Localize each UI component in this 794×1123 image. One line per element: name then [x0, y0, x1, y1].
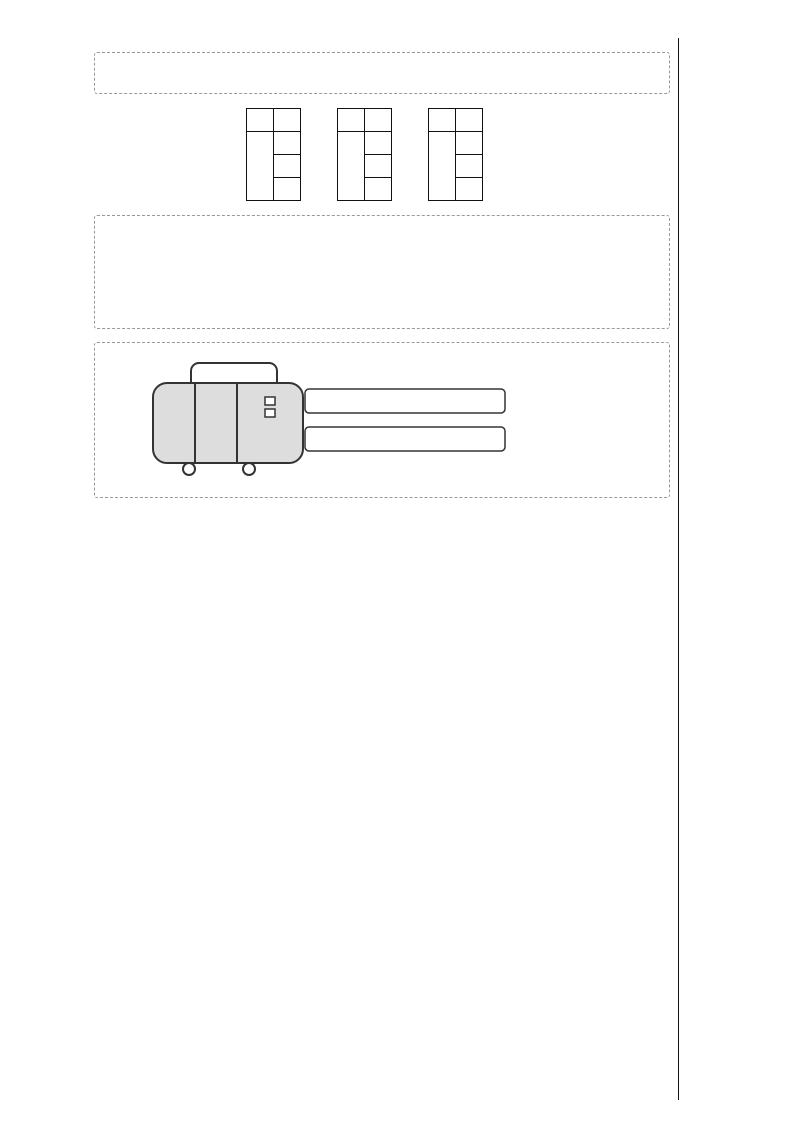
- grid-cell: [419, 250, 443, 274]
- tens-digit: [428, 131, 455, 200]
- grid-cell: [443, 250, 467, 274]
- courseware-box: [94, 215, 670, 329]
- ones-digit: [273, 131, 300, 154]
- grid-cell: [345, 250, 369, 274]
- grid-cell: [345, 274, 369, 298]
- tens-header: [428, 108, 455, 131]
- grid-cell: [539, 274, 563, 298]
- grid-cell: [419, 274, 443, 298]
- grid-cell: [369, 250, 393, 274]
- grid-cell: [515, 250, 539, 274]
- ones-digit: [364, 154, 391, 177]
- grid-cell: [321, 274, 345, 298]
- grid-cell: [443, 298, 467, 322]
- place-value-table: [428, 108, 483, 201]
- grid-cell: [443, 274, 467, 298]
- digit-grid-right: [419, 226, 563, 322]
- grid-cell: [297, 250, 321, 274]
- grid-cell: [249, 250, 273, 274]
- grid-cell: [491, 250, 515, 274]
- tens-header: [337, 108, 364, 131]
- grid-cell: [419, 226, 443, 250]
- grid-cell: [369, 298, 393, 322]
- grid-cell: [249, 274, 273, 298]
- place-value-table: [246, 108, 301, 201]
- grid-cell: [321, 298, 345, 322]
- digit-grid-left: [201, 226, 393, 322]
- grid-cell: [467, 274, 491, 298]
- lock-wheel-callout: [305, 389, 505, 413]
- suitcase-wheel: [243, 463, 255, 475]
- ones-digit: [273, 177, 300, 200]
- combination-lock-suitcase-illustration: [109, 353, 549, 483]
- grid-cell: [225, 250, 249, 274]
- grid-cell: [515, 298, 539, 322]
- grid-cell: [491, 298, 515, 322]
- courseware-box: [94, 342, 670, 498]
- grid-cell: [491, 274, 515, 298]
- ones-digit: [273, 154, 300, 177]
- grid-cell: [249, 226, 273, 250]
- ones-digit: [455, 154, 482, 177]
- grid-cell: [273, 274, 297, 298]
- grid-cell: [273, 250, 297, 274]
- grid-cell: [201, 226, 225, 250]
- grid-cell: [225, 226, 249, 250]
- grid-cell: [515, 226, 539, 250]
- main-column: [58, 38, 670, 511]
- grid-cell: [273, 298, 297, 322]
- courseware-box: [94, 52, 670, 94]
- ones-header: [455, 108, 482, 131]
- tens-digit: [337, 131, 364, 200]
- grid-cell: [515, 274, 539, 298]
- ones-digit: [455, 177, 482, 200]
- grid-cell: [467, 250, 491, 274]
- grid-cell: [225, 298, 249, 322]
- place-value-table: [337, 108, 392, 201]
- lock-wheel-hole: [265, 397, 275, 405]
- grid-cell: [491, 226, 515, 250]
- grid-cell: [539, 226, 563, 250]
- pair-grids: [109, 226, 655, 322]
- grid-cell: [539, 298, 563, 322]
- grid-cell: [467, 298, 491, 322]
- grid-cell: [443, 226, 467, 250]
- ones-digit: [455, 131, 482, 154]
- suitcase-wheel: [183, 463, 195, 475]
- grid-cell: [297, 226, 321, 250]
- ones-header: [273, 108, 300, 131]
- grid-cell: [297, 298, 321, 322]
- tens-header: [246, 108, 273, 131]
- grid-cell: [201, 274, 225, 298]
- grid-cell: [297, 274, 321, 298]
- grid-cell: [369, 226, 393, 250]
- grid-cell: [273, 226, 297, 250]
- ones-digit: [364, 131, 391, 154]
- grid-cell: [201, 250, 225, 274]
- ones-header: [364, 108, 391, 131]
- margin-rule: [678, 38, 679, 1100]
- grid-cell: [345, 226, 369, 250]
- grid-cell: [345, 298, 369, 322]
- grid-cell: [467, 226, 491, 250]
- lock-wheel-callout: [305, 427, 505, 451]
- ones-digit: [364, 177, 391, 200]
- lock-wheel-hole: [265, 409, 275, 417]
- grid-cell: [369, 274, 393, 298]
- suitcase-body: [153, 383, 303, 463]
- grid-cell: [225, 274, 249, 298]
- grid-cell: [249, 298, 273, 322]
- grid-cell: [419, 298, 443, 322]
- grid-cell: [321, 226, 345, 250]
- grid-cell: [321, 250, 345, 274]
- digit-tables: [58, 108, 670, 201]
- tens-digit: [246, 131, 273, 200]
- grid-cell: [539, 250, 563, 274]
- grid-cell: [201, 298, 225, 322]
